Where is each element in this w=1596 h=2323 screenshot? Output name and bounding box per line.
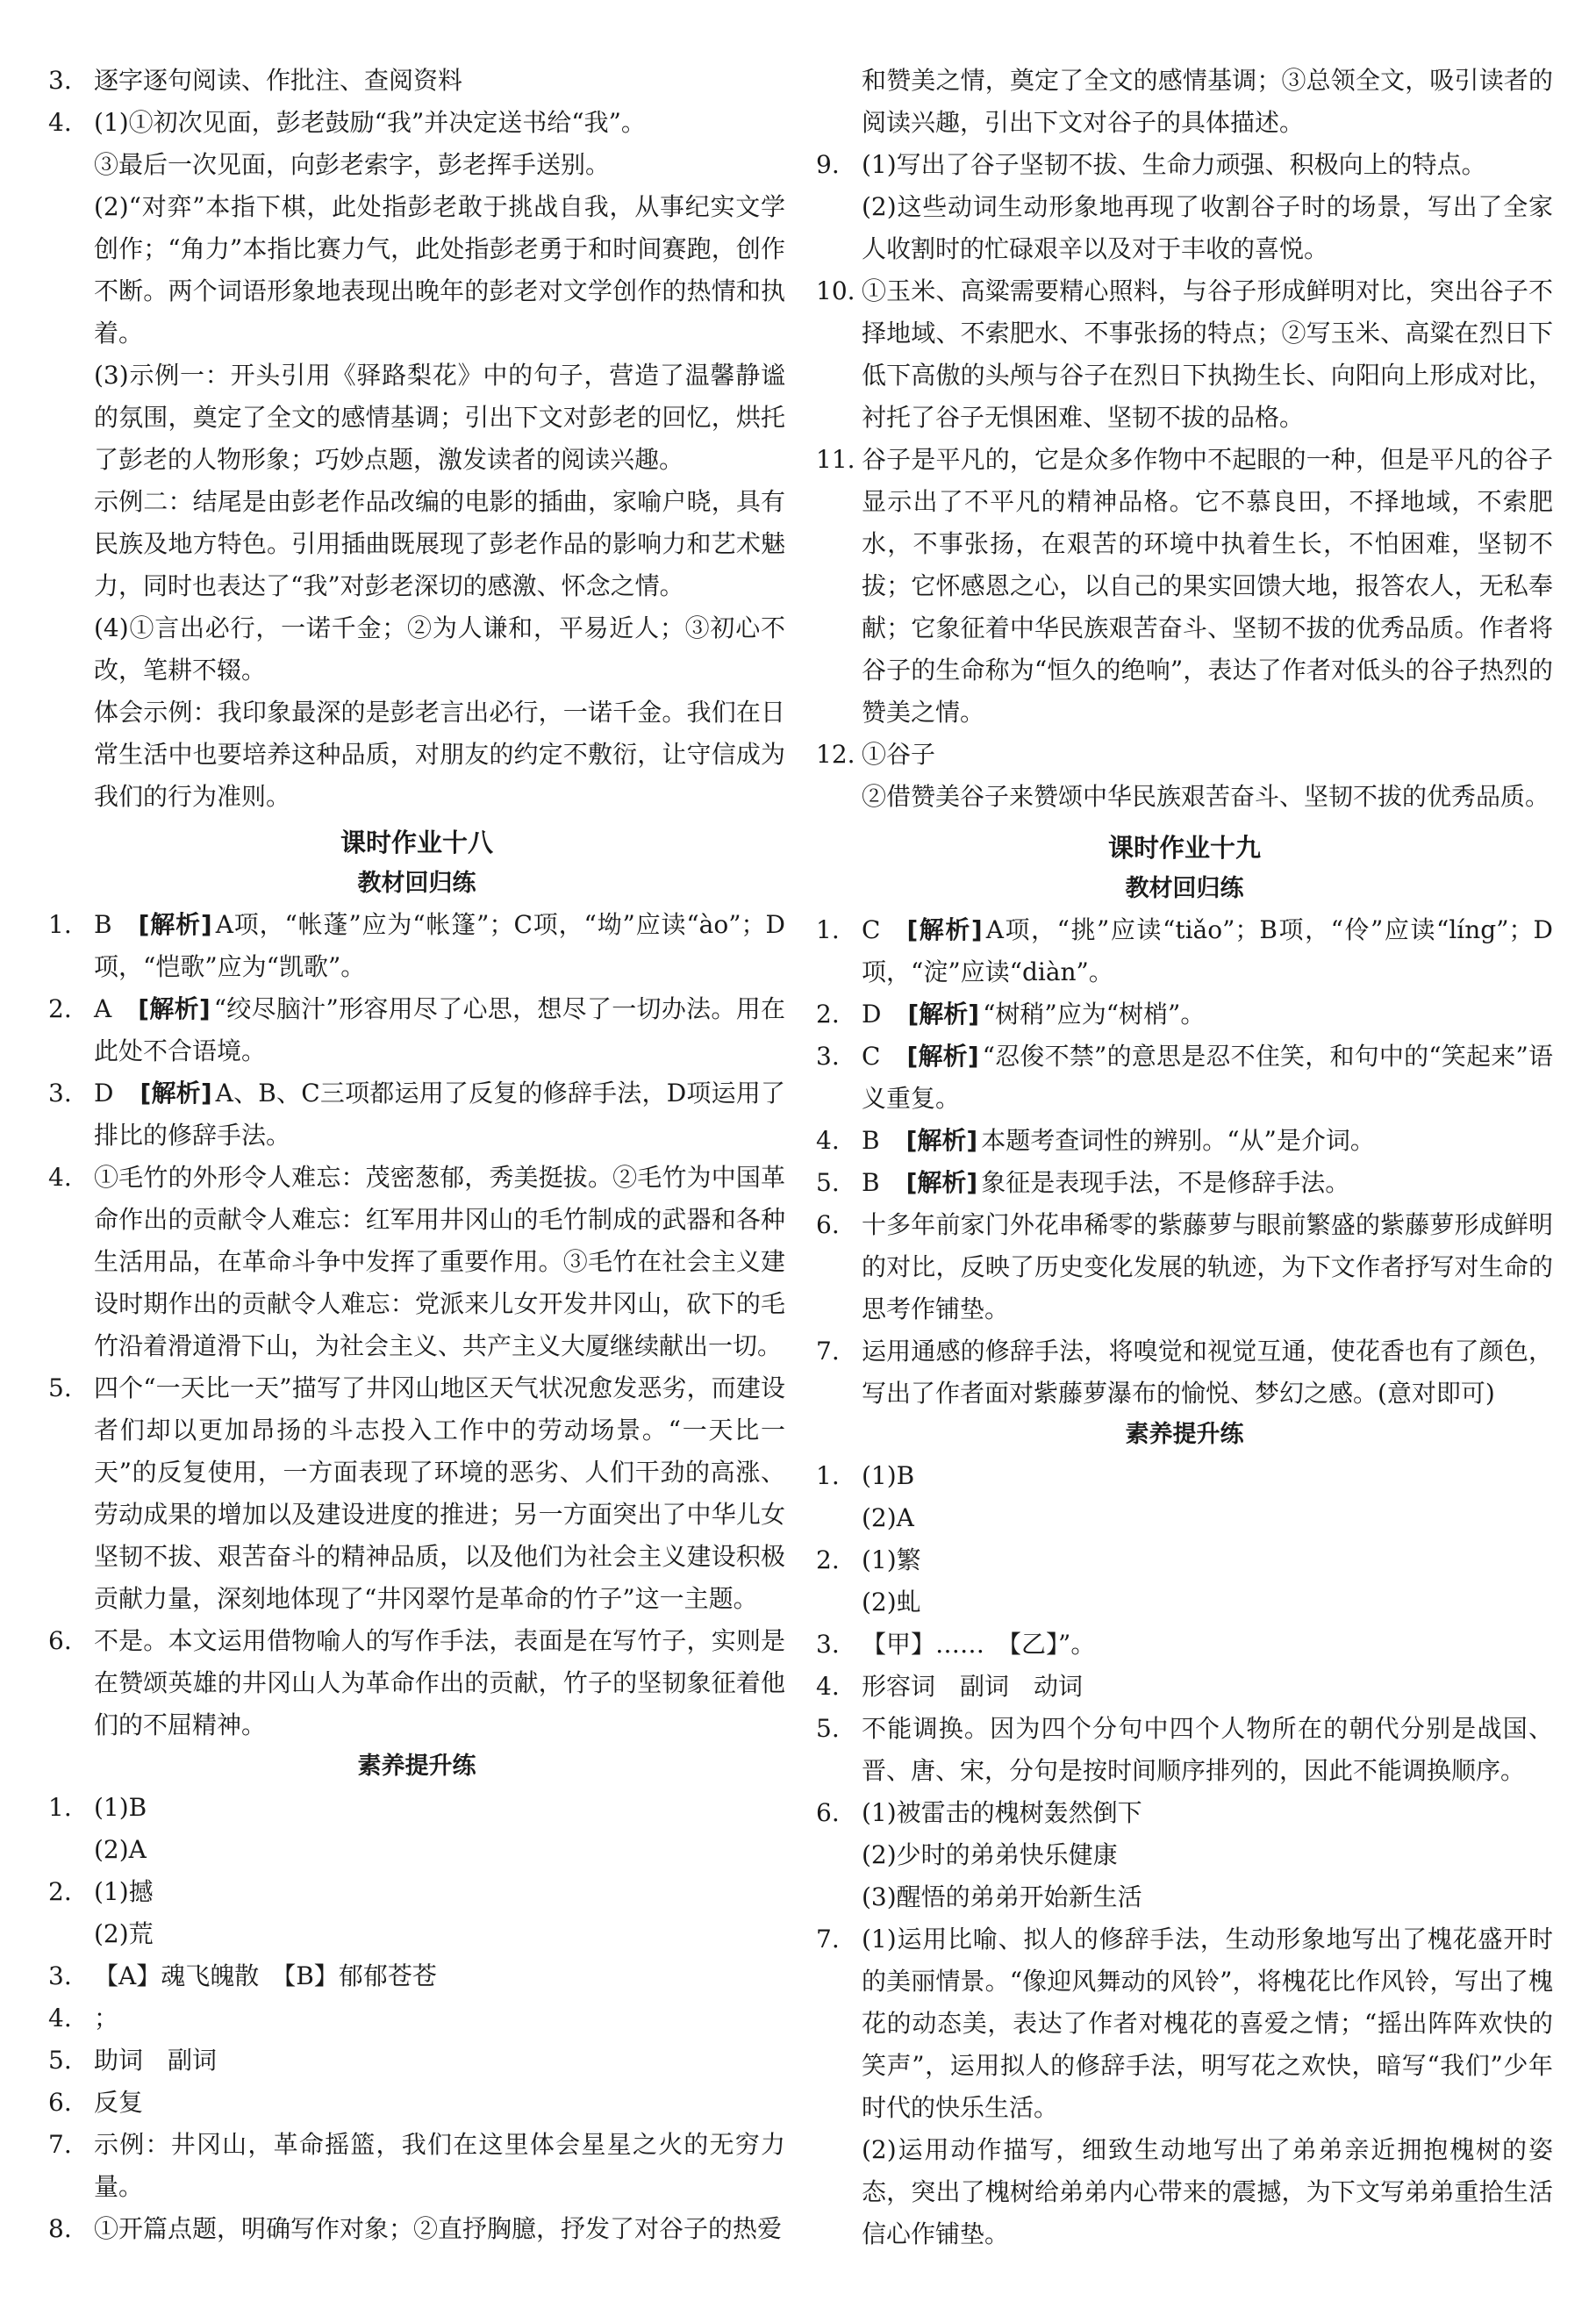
item-number: 7.: [48, 2130, 72, 2159]
item-number: 12.: [816, 740, 855, 769]
answer-item: [816, 1708, 1553, 1792]
item-number: 10.: [816, 276, 855, 305]
item-paragraph: [94, 988, 785, 1072]
answer-item: [48, 904, 785, 988]
item-paragraph: 【A】魂飞魄散 【B】郁郁苍苍: [94, 1961, 437, 1990]
item-paragraph: [862, 1162, 1553, 1204]
item-number: 3.: [816, 1630, 840, 1659]
item-number: 1.: [48, 1793, 72, 1822]
answer-choice: B: [94, 910, 112, 939]
analysis-text: 象征是表现手法，不是修辞手法。: [981, 1168, 1350, 1197]
item-paragraph: ；: [94, 2004, 119, 2033]
item-body: [94, 2124, 785, 2208]
item-paragraph: ①玉米、高粱需要精心照料，与谷子形成鲜明对比，突出谷子不择地域、不索肥水、不事张扬的特点；②写玉米、高粱在烈日下低下高傲的头颅与谷子在烈日下执拗生长、向阳向上形成对比，衬托了谷子无惧困难、坚韧不拔的品格。: [862, 276, 1553, 432]
item-paragraph: [862, 1120, 1553, 1162]
item-body: [862, 439, 1553, 734]
item-paragraph: (1)B: [862, 1461, 915, 1490]
analysis-text: “树稍”应为“树梢”。: [983, 1000, 1206, 1029]
answer-item: [48, 1997, 785, 2040]
item-body: [862, 1708, 1553, 1792]
lesson19-section1-heading: 教材回归练: [1125, 875, 1244, 902]
answer-choice: A: [94, 994, 112, 1023]
item-number: 4.: [816, 1126, 840, 1155]
item-paragraph: [94, 904, 785, 988]
item-paragraph: [94, 1620, 785, 1746]
item-paragraph: (3)示例一：开头引用《驿路梨花》中的句子，营造了温馨静谧的氛围，奠定了全文的感情基调；引出下文对彭老的回忆，烘托了彭老的人物形象；巧妙点题，激发读者的阅读兴趣。: [94, 361, 785, 474]
analysis-text: A项，“帐蓬”应为“帐篷”；C项，“坳”应读“ào”；D项，“恺歌”应为“凯歌”。: [94, 910, 785, 981]
answer-item: [816, 1624, 1553, 1666]
answer-choice: D: [94, 1079, 114, 1108]
item-number: 2.: [48, 1877, 72, 1906]
item-number: 6.: [48, 1626, 72, 1655]
item-body: [94, 1620, 785, 1746]
item-number: 4.: [48, 1163, 72, 1192]
item-number: 2.: [48, 994, 72, 1023]
answer-item: [816, 144, 1553, 270]
analysis-tag: [解析]: [138, 994, 211, 1023]
item-paragraph: (1)①初次见面，彭老鼓励“我”并决定送书给“我”。: [94, 108, 646, 137]
lesson18-section1-list: [48, 904, 785, 1746]
item-paragraph: 助词 副词: [94, 2046, 218, 2075]
item-body: [862, 993, 1553, 1036]
answer-item: [816, 1036, 1553, 1120]
item-body: [862, 1539, 1553, 1624]
analysis-text: ①毛竹的外形令人难忘：茂密葱郁，秀美挺拔。②毛竹为中国革命作出的贡献令人难忘：红军用井冈山的毛竹制成的武器和各种生活用品，在革命斗争中发挥了重要作用。③毛竹在社会主义建设时期作出的贡献令人难忘：党派来儿女开发井冈山，砍下的毛竹沿着滑道滑下山，为社会主义、共产主义大厦继续献出一切。: [94, 1163, 785, 1360]
answer-item: [48, 2082, 785, 2124]
item-number: 8.: [48, 2214, 72, 2243]
item-paragraph: (1)撼: [94, 1877, 154, 1906]
item-paragraph: 逐字逐句阅读、作批注、查阅资料: [94, 66, 463, 95]
item-paragraph: ①开篇点题，明确写作对象；②直抒胸臆，抒发了对谷子的热爱: [94, 2214, 783, 2243]
analysis-text: A项，“挑”应读“tiǎo”；B项，“伶”应读“líng”；D项，“淀”应读“diàn”。: [862, 915, 1553, 986]
item-number: 5.: [48, 1373, 72, 1402]
item-number: 1.: [48, 910, 72, 939]
answer-item: [48, 1072, 785, 1157]
item-body: [862, 1455, 1553, 1539]
analysis-text: “绞尽脑汁”形容用尽了心思，想尽了一切办法。用在此处不合语境。: [94, 994, 785, 1065]
lesson18-section2-list: [48, 1787, 785, 2250]
answer-item: [816, 1918, 1553, 2255]
item-8-continuation: 和赞美之情，奠定了全文的感情基调；③总领全文，吸引读者的阅读兴趣，引出下文对谷子的具体描述。: [862, 66, 1553, 137]
item-paragraph: [862, 993, 1553, 1036]
item-body: [94, 1367, 785, 1620]
right-column: [816, 60, 1553, 2255]
item-body: [862, 1666, 1553, 1708]
analysis-text: A、B、C三项都运用了反复的修辞手法，D项运用了排比的修辞手法。: [94, 1079, 785, 1150]
analysis-tag: [解析]: [905, 1126, 978, 1155]
item-number: 7.: [816, 1337, 840, 1366]
answer-item: [48, 60, 785, 102]
item-body: [94, 102, 785, 818]
left-previous-answers: [48, 60, 785, 818]
item-body: [862, 909, 1553, 993]
item-body: [862, 1330, 1553, 1415]
item-paragraph: (2)“对弈”本指下棋，此处指彭老敢于挑战自我，从事纪实文学创作；“角力”本指比赛力气，此处指彭老勇于和时间赛跑，创作不断。两个词语形象地表现出晚年的彭老对文学创作的热情和执着。: [94, 192, 785, 348]
item-body: [862, 1162, 1553, 1204]
item-paragraph: [862, 909, 1553, 993]
answer-item: [48, 1157, 785, 1367]
item-paragraph: (1)繁: [862, 1545, 921, 1574]
item-paragraph: 示例：井冈山，革命摇篮，我们在这里体会星星之火的无穷力量。: [94, 2130, 785, 2201]
item-paragraph: [94, 1157, 785, 1367]
answer-item: [48, 1955, 785, 1997]
item-number: 4.: [816, 1672, 840, 1701]
item-paragraph: (3)醒悟的弟弟开始新生活: [862, 1882, 1142, 1911]
item-paragraph: (2)A: [862, 1503, 914, 1532]
answer-item: [816, 270, 1553, 439]
item-paragraph: (1)B: [94, 1793, 147, 1822]
answer-choice: C: [862, 1042, 881, 1071]
item-number: 6.: [48, 2088, 72, 2117]
item-body: [94, 60, 785, 102]
answer-item: [816, 993, 1553, 1036]
analysis-tag: [解析]: [905, 1168, 978, 1197]
item-number: 5.: [48, 2046, 72, 2075]
item-paragraph: (1)被雷击的槐树轰然倒下: [862, 1798, 1142, 1827]
answer-choice: B: [862, 1126, 880, 1155]
item-body: [94, 1997, 785, 2040]
item-paragraph: [94, 1072, 785, 1157]
answer-choice: B: [862, 1168, 880, 1197]
answer-item: [48, 102, 785, 818]
answer-item: [48, 2040, 785, 2082]
item-paragraph: 形容词 副词 动词: [862, 1672, 1084, 1701]
item-paragraph: ①谷子: [862, 740, 936, 769]
analysis-tag: [解析]: [140, 1079, 212, 1108]
item-number: 3.: [48, 66, 72, 95]
item-body: [94, 988, 785, 1072]
item-number: 3.: [48, 1961, 72, 1990]
item-body: [862, 1918, 1553, 2255]
answer-item: [816, 1455, 1553, 1539]
item-paragraph: 体会示例：我印象最深的是彭老言出必行，一诺千金。我们在日常生活中也要培养这种品质，对朋友的约定不敷衍，让守信成为我们的行为准则。: [94, 698, 785, 811]
answer-choice: C: [862, 915, 881, 944]
item-paragraph: (1)运用比喻、拟人的修辞手法，生动形象地写出了槐花盛开时的美丽情景。“像迎风舞动的风铃”，将槐花比作风铃，写出了槐花的动态美，表达了作者对槐花的喜爱之情；“摇出阵阵欢快的笑声”，运用拟人的修辞手法，明写花之欢快，暗写“我们”少年时代的快乐生活。: [862, 1925, 1553, 2122]
item-number: 2.: [816, 1000, 840, 1029]
item-body: [862, 144, 1553, 270]
item-paragraph: (4)①言出必行，一诺千金；②为人谦和，平易近人；③初心不改，笔耕不辍。: [94, 613, 785, 685]
item-number: 3.: [48, 1079, 72, 1108]
analysis-tag: [解析]: [906, 915, 983, 944]
answer-choice: D: [862, 1000, 882, 1029]
analysis-text: 本题考查词性的辨别。“从”是介词。: [981, 1126, 1375, 1155]
item-body: [862, 270, 1553, 439]
answer-item: [48, 2124, 785, 2208]
item-number: 5.: [816, 1714, 840, 1743]
lesson19-section2-heading: 素养提升练: [1125, 1421, 1244, 1448]
item-body: [94, 1955, 785, 1997]
right-continued-answers: [816, 144, 1553, 818]
item-body: [862, 734, 1553, 818]
item-body: [94, 2208, 785, 2250]
answer-item: [816, 1666, 1553, 1708]
item-number: 11.: [816, 445, 855, 474]
analysis-text: 不是。本文运用借物喻人的写作手法，表面是在写竹子，实则是在赞颂英雄的井冈山人为革命作出的贡献，竹子的坚韧象征着他们的不屈精神。: [94, 1626, 785, 1739]
item-paragraph: (2)这些动词生动形象地再现了收割谷子时的场景，写出了全家人收割时的忙碌艰辛以及对于丰收的喜悦。: [862, 192, 1553, 263]
analysis-text: 运用通感的修辞手法，将嗅觉和视觉互通，使花香也有了颜色，写出了作者面对紫藤萝瀑布的愉悦、梦幻之感。(意对即可): [862, 1337, 1553, 1408]
answer-item: [816, 1330, 1553, 1415]
analysis-text: 四个“一天比一天”描写了井冈山地区天气状况愈发恶劣，而建设者们却以更加昂扬的斗志投入工作中的劳动场景。“一天比一天”的反复使用，一方面表现了环境的恶劣、人们干劲的高涨、劳动成果的增加以及建设进度的推进；另一方面突出了中华儿女坚韧不拔、艰苦奋斗的精神品质，以及他们为社会主义建设积极贡献力量，深刻地体现了“井冈翠竹是革命的竹子”这一主题。: [94, 1373, 785, 1613]
answer-item: [48, 1787, 785, 1871]
answer-item: [816, 1539, 1553, 1624]
analysis-text: “忍俊不禁”的意思是忍不住笑，和句中的“笑起来”语义重复。: [862, 1042, 1553, 1113]
item-body: [94, 1072, 785, 1157]
item-body: [862, 1792, 1553, 1918]
answer-item: [816, 909, 1553, 993]
item-number: 6.: [816, 1798, 840, 1827]
answer-item: [816, 1162, 1553, 1204]
item-paragraph: [94, 1367, 785, 1620]
item-paragraph: (2)虬: [862, 1588, 921, 1617]
item-number: 2.: [816, 1545, 840, 1574]
item-body: [94, 1157, 785, 1367]
item-number: 1.: [816, 915, 840, 944]
answer-item: [48, 1367, 785, 1620]
analysis-tag: [解析]: [138, 910, 212, 939]
answer-item: [48, 1620, 785, 1746]
answer-item: [48, 988, 785, 1072]
item-body: [94, 1787, 785, 1871]
item-number: 3.: [816, 1042, 840, 1071]
item-paragraph: ③最后一次见面，向彭老索字，彭老挥手送别。: [94, 150, 611, 179]
lesson18-section2-heading: 素养提升练: [357, 1753, 476, 1780]
item-number: 9.: [816, 150, 840, 179]
item-paragraph: (2)少时的弟弟快乐健康: [862, 1840, 1118, 1869]
item-number: 4.: [48, 108, 72, 137]
item-body: [862, 1624, 1553, 1666]
item-body: [862, 1120, 1553, 1162]
item-body: [94, 2040, 785, 2082]
analysis-tag: [解析]: [906, 1042, 979, 1071]
item-paragraph: ②借赞美谷子来赞颂中华民族艰苦奋斗、坚韧不拔的优秀品质。: [862, 782, 1550, 811]
answer-item: [816, 1204, 1553, 1330]
analysis-tag: [解析]: [907, 1000, 980, 1029]
item-body: [94, 1871, 785, 1955]
item-number: 5.: [816, 1168, 840, 1197]
lesson19-section2-list: [816, 1455, 1553, 2255]
answer-item: [816, 439, 1553, 734]
left-column: [48, 60, 785, 2250]
item-number: 6.: [816, 1210, 840, 1239]
item-body: [862, 1036, 1553, 1120]
answer-item: [48, 2208, 785, 2250]
item-body: [862, 1204, 1553, 1330]
item-paragraph: 【甲】…… 【乙】”。: [862, 1630, 1096, 1659]
lesson19-title: 课时作业十九: [1107, 833, 1261, 863]
item-paragraph: (2)A: [94, 1835, 147, 1864]
answer-item: [816, 1792, 1553, 1918]
lesson18-title: 课时作业十八: [340, 828, 493, 857]
item-paragraph: [862, 1204, 1553, 1330]
item-body: [94, 904, 785, 988]
lesson19-section1-list: [816, 909, 1553, 1415]
answer-item: [816, 734, 1553, 818]
item-paragraph: 谷子是平凡的，它是众多作物中不起眼的一种，但是平凡的谷子显示出了不平凡的精神品格。它不慕良田，不择地域，不索肥水，不事张扬，在艰苦的环境中执着生长，不怕困难，坚韧不拔；它怀感恩之心，以自己的果实回馈大地，报答农人，无私奉献；它象征着中华民族艰苦奋斗、坚韧不拔的优秀品质。作者将谷子的生命称为“恒久的绝响”，表达了作者对低头的谷子热烈的赞美之情。: [862, 445, 1553, 727]
item-paragraph: (2)运用动作描写，细致生动地写出了弟弟亲近拥抱槐树的姿态，突出了槐树给弟弟内心带来的震撼，为下文写弟弟重拾生活信心作铺垫。: [862, 2135, 1553, 2248]
item-number: 1.: [816, 1461, 840, 1490]
item-number: 4.: [48, 2004, 72, 2033]
analysis-text: 十多年前家门外花串稀零的紫藤萝与眼前繁盛的紫藤萝形成鲜明的对比，反映了历史变化发展的轨迹，为下文作者抒写对生命的思考作铺垫。: [862, 1210, 1553, 1323]
item-paragraph: [862, 1036, 1553, 1120]
item-paragraph: 示例二：结尾是由彭老作品改编的电影的插曲，家喻户晓，具有民族及地方特色。引用插曲既展现了彭老作品的影响力和艺术魅力，同时也表达了“我”对彭老深切的感激、怀念之情。: [94, 487, 785, 600]
item-paragraph: (1)写出了谷子坚韧不拔、生命力顽强、积极向上的特点。: [862, 150, 1486, 179]
item-paragraph: [862, 1330, 1553, 1415]
item-number: 7.: [816, 1925, 840, 1954]
item-paragraph: (2)荒: [94, 1919, 154, 1948]
item-body: [94, 2082, 785, 2124]
lesson18-section1-heading: 教材回归练: [357, 870, 476, 897]
answer-item: [816, 1120, 1553, 1162]
answer-item: [48, 1871, 785, 1955]
item-paragraph: 不能调换。因为四个分句中四个人物所在的朝代分别是战国、晋、唐、宋，分句是按时间顺序排列的，因此不能调换顺序。: [862, 1714, 1553, 1785]
item-paragraph: 反复: [94, 2088, 144, 2117]
